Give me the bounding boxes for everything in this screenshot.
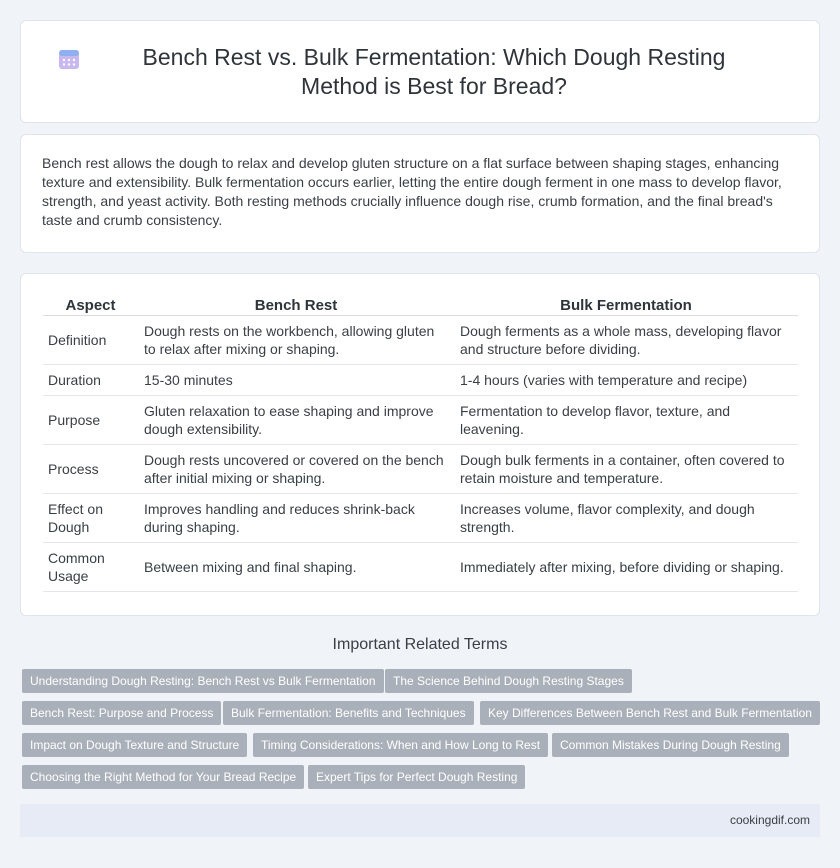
table-row bbox=[43, 316, 798, 365]
cell-aspect: Common Usage bbox=[43, 543, 138, 592]
header-card bbox=[20, 20, 820, 123]
header-bulk-fermentation: Bulk Fermentation bbox=[454, 295, 798, 316]
related-term-tag[interactable]: The Science Behind Dough Resting Stages bbox=[385, 669, 632, 693]
table-row bbox=[43, 543, 798, 592]
related-term-tag[interactable]: Understanding Dough Resting: Bench Rest vs Bulk Fermentation bbox=[22, 669, 384, 693]
footer-site[interactable]: cookingdif.com bbox=[729, 813, 810, 827]
related-term-tag[interactable]: Bench Rest: Purpose and Process bbox=[22, 701, 221, 725]
cell-bulk-fermentation: Increases volume, flavor complexity, and dough strength. bbox=[454, 494, 798, 543]
comparison-table bbox=[43, 295, 798, 592]
related-term-tag[interactable]: Bulk Fermentation: Benefits and Techniques bbox=[223, 701, 474, 725]
table-row bbox=[43, 365, 798, 396]
cell-bulk-fermentation: Dough ferments as a whole mass, developing flavor and structure before dividing. bbox=[454, 316, 798, 365]
intro-card bbox=[20, 134, 820, 253]
cell-aspect: Effect on Dough bbox=[43, 494, 138, 543]
cell-aspect: Purpose bbox=[43, 396, 138, 445]
cell-aspect: Duration bbox=[43, 365, 138, 396]
related-terms-title: Important Related Terms bbox=[332, 636, 508, 653]
related-term-tag[interactable]: Impact on Dough Texture and Structure bbox=[22, 733, 247, 757]
table-header-row bbox=[43, 295, 798, 316]
cell-bulk-fermentation: Immediately after mixing, before dividing or shaping. bbox=[454, 543, 798, 592]
header-bench-rest: Bench Rest bbox=[138, 295, 454, 316]
cell-bench-rest: Dough rests on the workbench, allowing gluten to relax after mixing or shaping. bbox=[138, 316, 454, 365]
cell-aspect: Process bbox=[43, 445, 138, 494]
related-term-tag[interactable]: Timing Considerations: When and How Long to Rest bbox=[253, 733, 548, 757]
footer bbox=[20, 804, 820, 837]
calendar-icon bbox=[57, 47, 81, 71]
cell-bench-rest: 15-30 minutes bbox=[138, 365, 454, 396]
table-row bbox=[43, 396, 798, 445]
cell-bench-rest: Dough rests uncovered or covered on the bench after initial mixing or shaping. bbox=[138, 445, 454, 494]
intro-text: Bench rest allows the dough to relax and develop gluten structure on a flat surface between shaping stages, enhancing texture and extensibility. Bulk fermentation occurs earlier, letting the entire dough ferment in one mass to develop flavor, strength, and yeast activity. Both resting methods crucially influence dough rise, crumb formation, and the final bread's taste and crumb consistency. bbox=[42, 155, 782, 228]
related-term-tag[interactable]: Key Differences Between Bench Rest and Bulk Fermentation bbox=[480, 701, 820, 725]
table-row bbox=[43, 445, 798, 494]
cell-bulk-fermentation: 1-4 hours (varies with temperature and recipe) bbox=[454, 365, 798, 396]
related-term-tag[interactable]: Common Mistakes During Dough Resting bbox=[552, 733, 789, 757]
table-row bbox=[43, 494, 798, 543]
cell-aspect: Definition bbox=[43, 316, 138, 365]
page-title: Bench Rest vs. Bulk Fermentation: Which Dough Resting Method is Best for Bread? bbox=[142, 43, 726, 99]
comparison-card bbox=[20, 273, 820, 616]
header-aspect: Aspect bbox=[43, 295, 138, 316]
cell-bulk-fermentation: Dough bulk ferments in a container, often covered to retain moisture and temperature. bbox=[454, 445, 798, 494]
related-term-tag[interactable]: Choosing the Right Method for Your Bread Recipe bbox=[22, 765, 304, 789]
cell-bench-rest: Improves handling and reduces shrink-back during shaping. bbox=[138, 494, 454, 543]
cell-bench-rest: Gluten relaxation to ease shaping and improve dough extensibility. bbox=[138, 396, 454, 445]
cell-bulk-fermentation: Fermentation to develop flavor, texture, and leavening. bbox=[454, 396, 798, 445]
cell-bench-rest: Between mixing and final shaping. bbox=[138, 543, 454, 592]
related-term-tag[interactable]: Expert Tips for Perfect Dough Resting bbox=[308, 765, 525, 789]
